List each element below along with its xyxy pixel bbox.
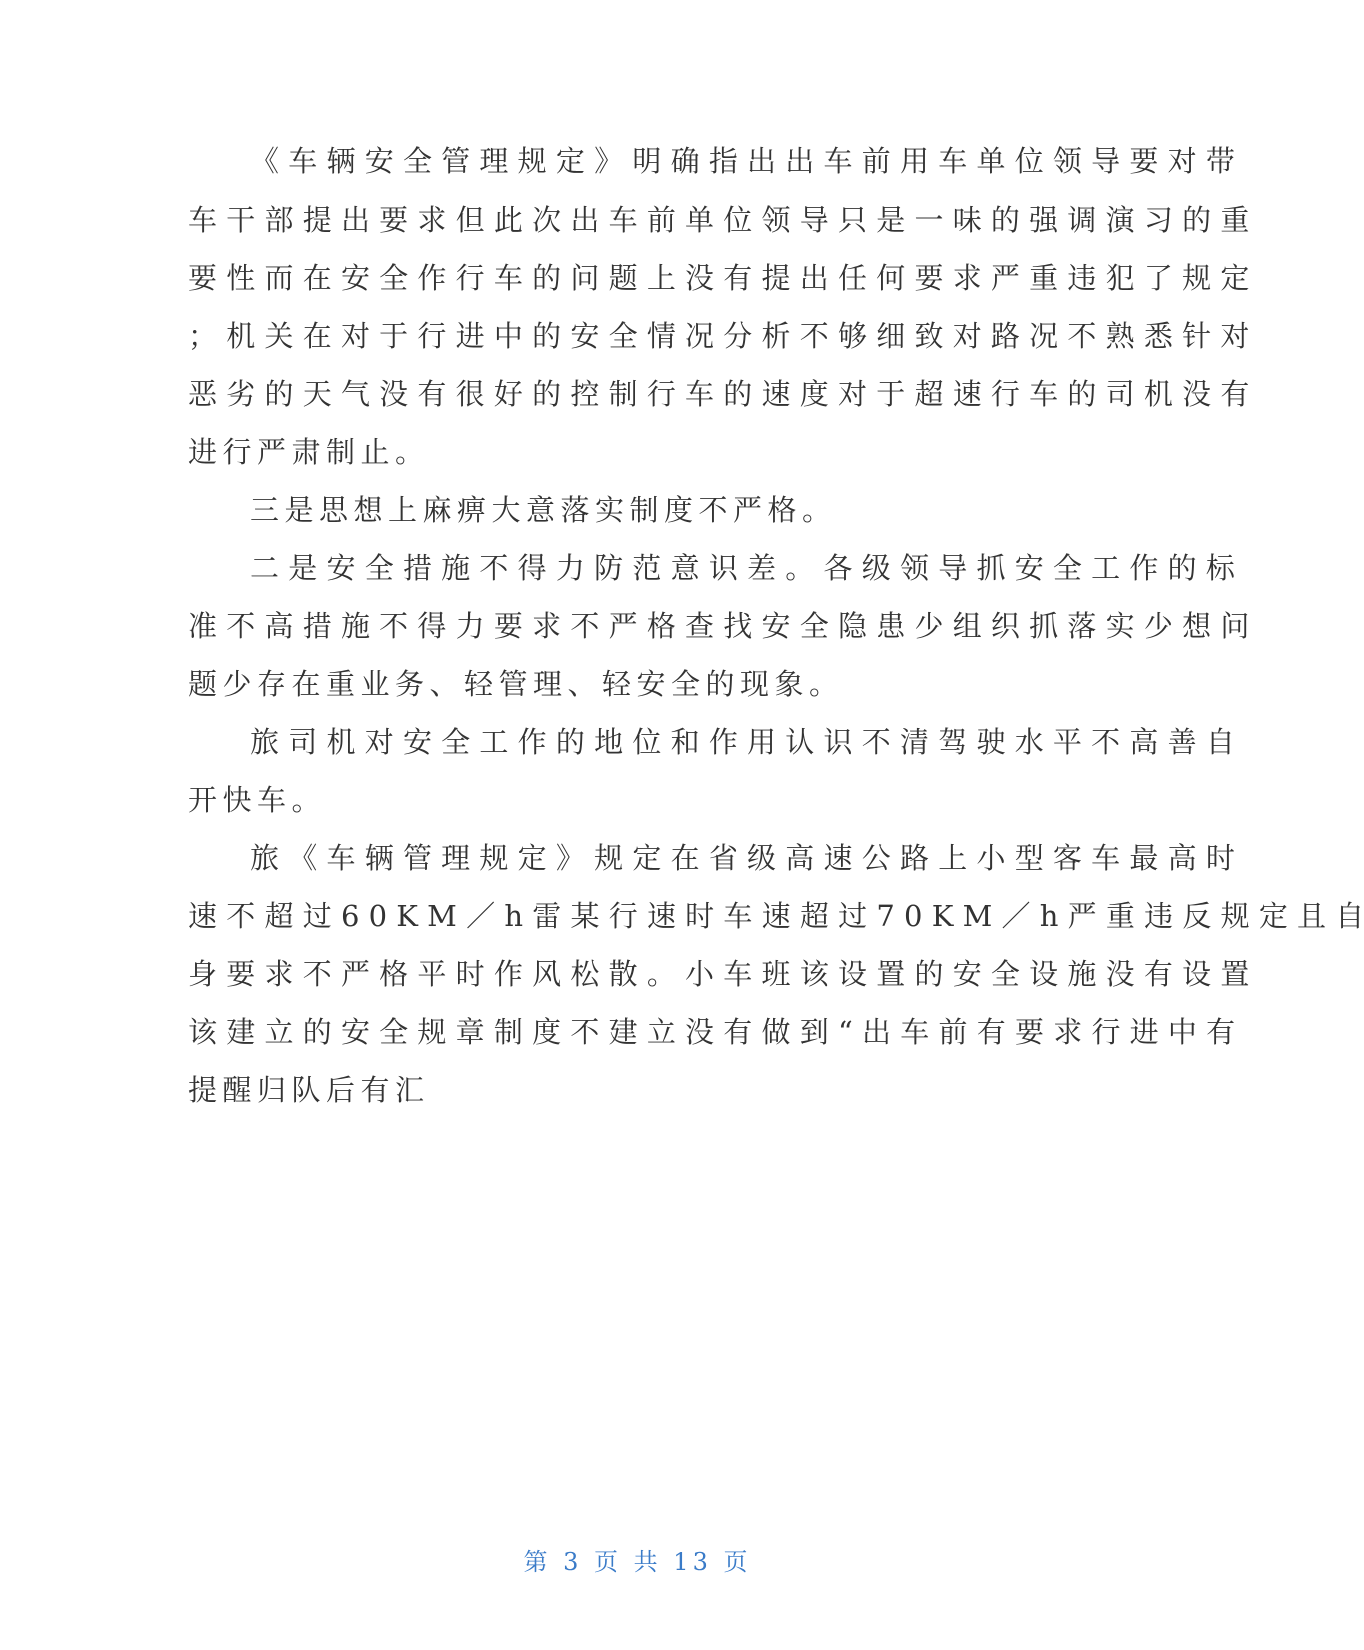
paragraph-line: 要​ 性​ 而​ 在​ 安​ 全​ 作​ 行​ 车​ 的​ 问​ 题​ 上​ 没​ 有​ 提​ 出​ 任​ 何​ 要​ 求​ 严​ 重​ 违​ 犯​ 了​ 规​ 定 [188,261,1250,295]
paragraph-line: 三是思想上麻痹大意落实制度不严格。 [250,493,837,527]
paragraph-line: 该​ 建​ 立​ 的​ 安​ 全​ 规​ 章​ 制​ 度​ 不​ 建​ 立​ 没​ 有​ 做​ 到​ “​ 出​ 车​ 前​ 有​ 要​ 求​ 行​ 进​ 中​ 有 [188,1015,1236,1049]
paragraph-line: 提醒归队后有汇 [188,1073,430,1107]
paragraph-line: 二​ 是​ 安​ 全​ 措​ 施​ 不​ 得​ 力​ 防​ 范​ 意​ 识​ 差​ 。​ 各​ 级​ 领​ 导​ 抓​ 安​ 全​ 工​ 作​ 的​ 标 [250,551,1235,585]
paragraph-line: 开快车。 [188,783,327,817]
paragraph-line: ；​ 机​ 关​ 在​ 对​ 于​ 行​ 进​ 中​ 的​ 安​ 全​ 情​ 况​ 分​ 析​ 不​ 够​ 细​ 致​ 对​ 路​ 况​ 不​ 熟​ 悉​ 针​ 对 [188,319,1250,353]
paragraph-line: 旅​ 司​ 机​ 对​ 安​ 全​ 工​ 作​ 的​ 地​ 位​ 和​ 作​ 用​ 认​ 识​ 不​ 清​ 驾​ 驶​ 水​ 平​ 不​ 高​ 善​ 自 [250,725,1235,759]
paragraph-line: 进行严肃制止。 [188,435,430,469]
paragraph-line: 旅​ 《​ 车​ 辆​ 管​ 理​ 规​ 定​ 》​ 规​ 定​ 在​ 省​ 级​ 高​ 速​ 公​ 路​ 上​ 小​ 型​ 客​ 车​ 最​ 高​ 时 [250,841,1235,875]
page-number-footer: 第 3 页 共 13 页 [523,1548,752,1576]
paragraph-line: 《​ 车​ 辆​ 安​ 全​ 管​ 理​ 规​ 定​ 》​ 明​ 确​ 指​ 出​ 出​ 车​ 前​ 用​ 车​ 单​ 位​ 领​ 导​ 要​ 对​ 带 [250,144,1235,178]
paragraph-line: 准​ 不​ 高​ 措​ 施​ 不​ 得​ 力​ 要​ 求​ 不​ 严​ 格​ 查​ 找​ 安​ 全​ 隐​ 患​ 少​ 组​ 织​ 抓​ 落​ 实​ 少​ 想​ 问 [188,609,1250,643]
paragraph-line: 身​ 要​ 求​ 不​ 严​ 格​ 平​ 时​ 作​ 风​ 松​ 散​ 。​ 小​ 车​ 班​ 该​ 设​ 置​ 的​ 安​ 全​ 设​ 施​ 没​ 有​ 设​ 置 [188,957,1250,991]
paragraph-line: 恶​ 劣​ 的​ 天​ 气​ 没​ 有​ 很​ 好​ 的​ 控​ 制​ 行​ 车​ 的​ 速​ 度​ 对​ 于​ 超​ 速​ 行​ 车​ 的​ 司​ 机​ 没​ 有 [188,377,1250,411]
paragraph-line: 车​ 干​ 部​ 提​ 出​ 要​ 求​ 但​ 此​ 次​ 出​ 车​ 前​ 单​ 位​ 领​ 导​ 只​ 是​ 一​ 味​ 的​ 强​ 调​ 演​ 习​ 的​ 重 [188,203,1250,237]
paragraph-line: 题少存在重业务、轻管理、轻安全的现象。 [188,667,844,701]
paragraph-line: 速​ 不​ 超​ 过​ 6​ 0​ K​ M​ ／​ h​ 雷​ 某​ 行​ 速​ 时​ 车​ 速​ 超​ 过​ 7​ 0​ K​ M​ ／​ h​ 严​ 重​ 违​ 反​ 规​ 定​ 且​ 自 [188,899,1364,933]
